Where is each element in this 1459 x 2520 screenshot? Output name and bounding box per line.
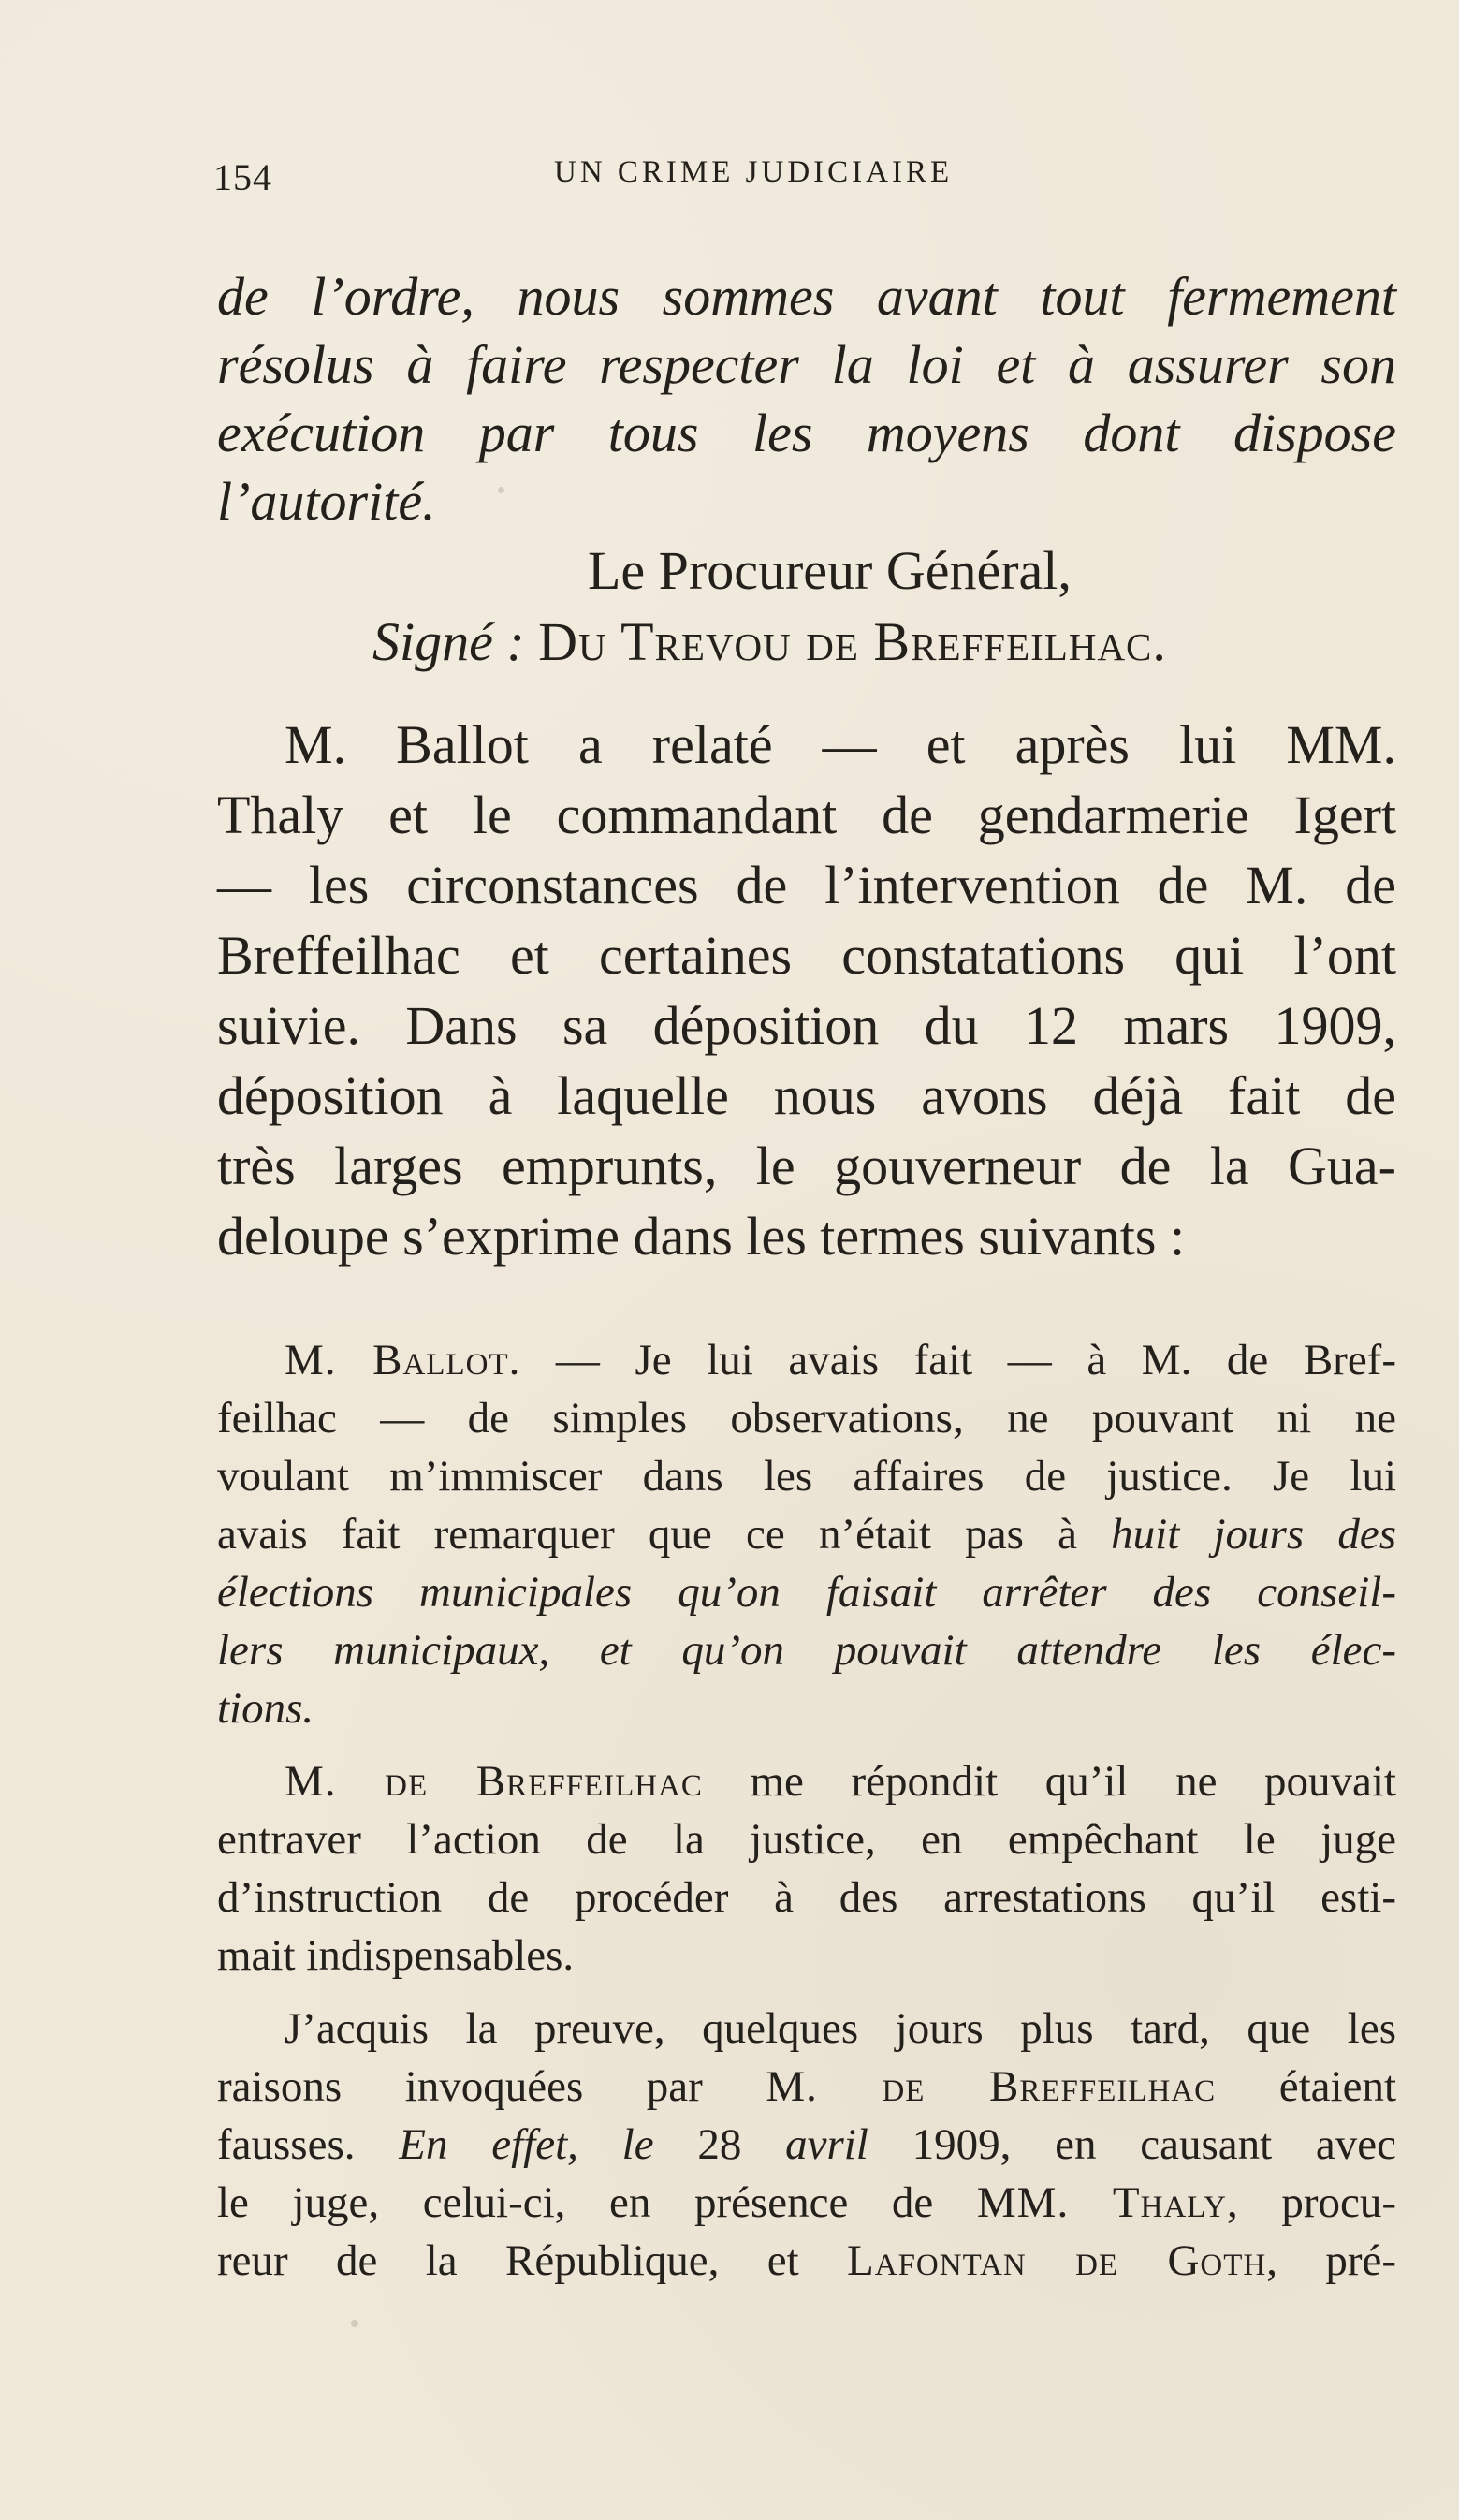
intro-line: de l’ordre, nous sommes avant tout fermement [217,266,1396,327]
body-line: déposition à laquelle nous avons déjà fait de [217,1065,1396,1126]
deposition-text: reur de la République, et [217,2236,848,2285]
deposition-italic-text: avril [785,2120,868,2169]
deposition-line: tions. [217,1684,314,1733]
deposition-line: élections municipales qu’on faisait arrêter des conseil- [217,1568,1396,1617]
page-number: 154 [213,156,272,198]
deposition-line: voulant m’immiscer dans les affaires de justice. Je lui [217,1452,1396,1501]
deposition-paragraph-3 [217,2000,1396,2290]
body-line: très larges emprunts, le gouverneur de la Gua- [217,1135,1396,1196]
running-title: UN CRIME JUDICIAIRE [554,155,954,189]
deposition-quote [217,1331,1396,2290]
body-line: suivie. Dans sa déposition du 12 mars 1909, [217,995,1396,1056]
deposition-line [217,1331,1396,1389]
paper-speck [351,2320,358,2327]
body-line: M. Ballot a relaté — et après lui MM. [285,714,1396,775]
intro-line: résolus à faire respecter la loi et à assurer son [217,334,1396,395]
person-name: MM. Thaly [976,2178,1227,2227]
deposition-line [217,1752,1396,1810]
person-name: M. de Breffeilhac [766,2062,1217,2111]
deposition-text: fausses. [217,2120,400,2169]
narrative-paragraph [217,710,1396,1271]
deposition-line [217,2174,1396,2232]
speaker-name: M. de Breffeilhac [285,1757,703,1806]
signature-title: Le Procureur Général, [588,540,1072,601]
deposition-text: le juge, celui-ci, en présence de [217,2178,977,2227]
intro-quote [217,262,1396,535]
deposition-line: feilhac — de simples observations, ne pouvant ni ne [217,1394,1396,1443]
speaker-name: M. Ballot. [285,1336,521,1385]
person-name: Lafontan de Goth [847,2236,1267,2285]
deposition-line: mait indispensables. [217,1931,575,1980]
signature-name-line [372,607,1396,678]
signed-label: Signé : [372,611,525,672]
deposition-line: entraver l’action de la justice, en empêchant le juge [217,1815,1396,1864]
body-line: Thaly et le commandant de gendarmerie Igert [217,784,1396,845]
deposition-text: , procu- [1226,2178,1396,2227]
deposition-line [217,2058,1396,2116]
page-content [217,262,1396,2290]
deposition-paragraph-2 [217,1752,1396,1985]
deposition-text: 1909, en causant avec [868,2120,1397,2169]
body-line: — les circonstances de l’intervention de M. de [217,855,1396,916]
deposition-line [217,2116,1396,2174]
deposition-text: — Je lui avais fait — à M. de Bref- [520,1336,1396,1385]
page-header [213,155,1393,212]
deposition-line: lers municipaux, et qu’on pouvait attendre les élec- [217,1626,1396,1675]
deposition-text: étaient [1216,2062,1397,2111]
deposition-line: d’instruction de procéder à des arrestations qu’il esti- [217,1873,1396,1922]
deposition-italic-text: En effet, le [399,2120,654,2169]
deposition-text: 28 [653,2120,786,2169]
deposition-line [217,1505,1396,1563]
signed-name: Du Trevou de Breffeilhac. [538,611,1167,672]
intro-line: l’autorité. [217,471,436,532]
deposition-text: , pré- [1266,2236,1396,2285]
intro-line: exécution par tous les moyens dont dispose [217,403,1396,463]
body-line: Breffeilhac et certaines constatations qui l’ont [217,925,1396,986]
deposition-italic-text: huit jours des [1111,1510,1396,1559]
deposition-line: J’acquis la preuve, quelques jours plus tard, que les [285,2004,1396,2053]
body-line: deloupe s’exprime dans les termes suivants : [217,1206,1186,1267]
deposition-paragraph-1 [217,1331,1396,1737]
deposition-text: avais fait remarquer que ce n’était pas à [217,1510,1112,1559]
deposition-text: raisons invoquées par [217,2062,766,2111]
deposition-text: me répondit qu’il ne pouvait [702,1757,1396,1806]
signature-block [217,535,1396,678]
deposition-line [217,2232,1396,2290]
